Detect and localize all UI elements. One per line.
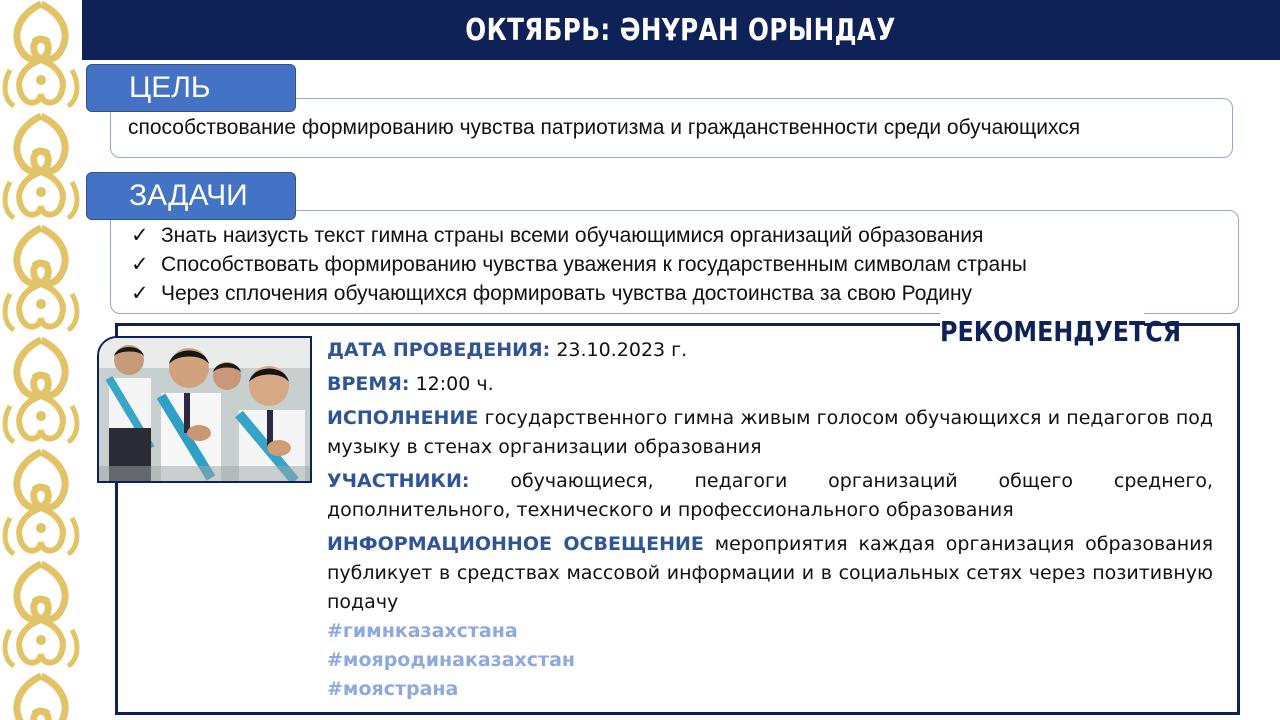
time-label: ВРЕМЯ: (327, 373, 410, 395)
participants-line (327, 467, 1213, 525)
hashtag-line (327, 646, 1213, 675)
ornament-pattern-icon (0, 0, 82, 720)
hashtag[interactable]: #мояродинаказахстан (327, 649, 576, 671)
children-photo (97, 336, 312, 483)
page-title: ОКТЯБРЬ: ӘНҰРАН ОРЫНДАУ (465, 12, 897, 48)
time-line (327, 370, 1213, 399)
date-value: 23.10.2023 г. (556, 339, 688, 361)
children-singing-photo-icon (99, 338, 310, 481)
task-item (131, 250, 1027, 279)
hashtag-line (327, 617, 1213, 646)
time-value: 12:00 ч. (415, 373, 494, 395)
performance-line (327, 404, 1213, 462)
date-line (327, 336, 1213, 365)
task-item (131, 221, 1027, 250)
task-text: Через сплочения обучающихся формировать чувства достоинства за свою Родину (161, 282, 973, 305)
header-bar (82, 0, 1280, 60)
performance-text: государственного гимна живым голосом обучающихся и педагогов под музыку в стенах организации образования (327, 407, 1214, 458)
goal-label-tab (86, 64, 296, 112)
coverage-text: мероприятия каждая организация образования публикует в средствах массовой информации и в социальных сетях через позитивную подачу (327, 533, 1213, 613)
participants-text: обучающиеся, педагоги организаций общего среднего, дополнительного, технического и профессионального образования (327, 470, 1213, 521)
tasks-list (131, 221, 1027, 308)
tasks-label: ЗАДАЧИ (129, 179, 248, 212)
goal-label: ЦЕЛЬ (129, 71, 211, 104)
checkmark-icon: ✓ (131, 282, 149, 305)
tasks-box (110, 210, 1239, 314)
event-details (327, 336, 1213, 704)
participants-label: УЧАСТНИКИ: (327, 470, 470, 492)
hashtag[interactable]: #моястрана (327, 678, 459, 700)
task-text: Знать наизусть текст гимна страны всеми обучающимися организаций образования (161, 224, 984, 247)
hashtag[interactable]: #гимнказахстана (327, 620, 518, 642)
tasks-label-tab (86, 172, 296, 220)
task-text: Способствовать формированию чувства уважения к государственным символам страны (161, 253, 1027, 276)
goal-text: способствование формированию чувства патриотизма и гражданственности среди обучающихся (128, 116, 1081, 139)
checkmark-icon: ✓ (131, 224, 149, 247)
recommended-label: РЕКОМЕНДУЕТСЯ (940, 312, 1144, 352)
date-label: ДАТА ПРОВЕДЕНИЯ: (327, 339, 551, 361)
kazakh-ornament-border (0, 0, 82, 720)
coverage-line (327, 530, 1213, 617)
coverage-label: ИНФОРМАЦИОННОЕ ОСВЕЩЕНИЕ (327, 533, 704, 555)
task-item (131, 279, 1027, 308)
performance-label: ИСПОЛНЕНИЕ (327, 407, 479, 429)
hashtag-line (327, 675, 1213, 704)
checkmark-icon: ✓ (131, 253, 149, 276)
